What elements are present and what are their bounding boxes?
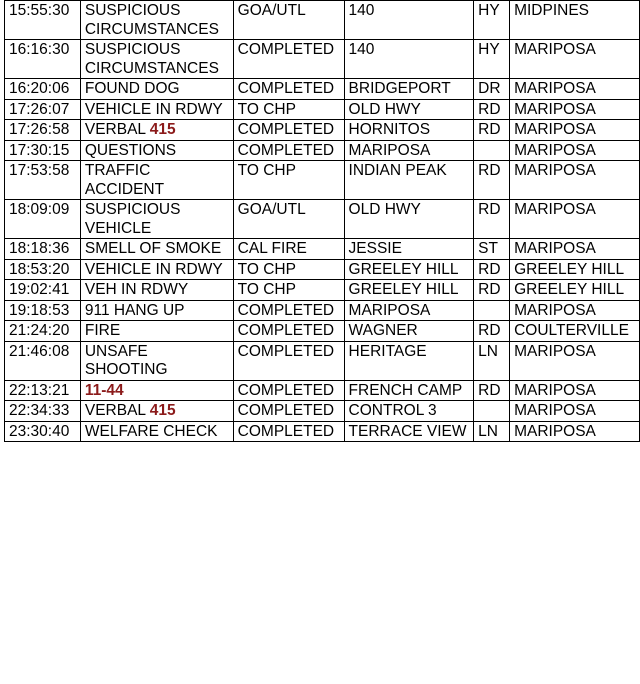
call-type-text: TRAFFIC ACCIDENT <box>84 162 165 198</box>
time-cell: 19:02:41 <box>5 280 81 301</box>
street-cell: OLD HWY <box>344 99 474 120</box>
city-cell: MARIPOSA <box>510 421 640 442</box>
call-type-cell <box>80 321 233 342</box>
call-type-text: QUESTIONS <box>84 141 177 159</box>
call-type-cell <box>80 239 233 260</box>
call-type-cell <box>80 200 233 239</box>
street-suffix-cell <box>474 300 510 321</box>
street-cell: 140 <box>344 40 474 79</box>
city-cell: MARIPOSA <box>510 401 640 422</box>
call-type-text: VERBAL <box>84 121 146 138</box>
disposition-cell: TO CHP <box>233 280 344 301</box>
street-suffix-cell: RD <box>474 280 510 301</box>
call-type-cell <box>80 280 233 301</box>
time-cell: 23:30:40 <box>5 421 81 442</box>
street-cell: HORNITOS <box>344 120 474 141</box>
street-cell: CONTROL 3 <box>344 401 474 422</box>
call-log-body <box>5 1 640 442</box>
street-suffix-cell: RD <box>474 120 510 141</box>
city-cell: COULTERVILLE <box>510 321 640 342</box>
disposition-cell: COMPLETED <box>233 421 344 442</box>
street-cell: TERRACE VIEW <box>344 421 474 442</box>
street-cell: JESSIE <box>344 239 474 260</box>
call-type-cell <box>80 421 233 442</box>
disposition-cell: TO CHP <box>233 99 344 120</box>
table-row <box>5 140 640 161</box>
disposition-cell: COMPLETED <box>233 321 344 342</box>
time-cell: 18:53:20 <box>5 259 81 280</box>
disposition-cell: TO CHP <box>233 259 344 280</box>
table-row <box>5 421 640 442</box>
time-cell: 22:34:33 <box>5 401 81 422</box>
disposition-cell: COMPLETED <box>233 401 344 422</box>
street-suffix-cell: RD <box>474 99 510 120</box>
call-type-text: VEHICLE IN RDWY <box>84 260 223 278</box>
street-suffix-cell: LN <box>474 421 510 442</box>
disposition-cell: COMPLETED <box>233 140 344 161</box>
street-suffix-cell: RD <box>474 321 510 342</box>
city-cell: MARIPOSA <box>510 40 640 79</box>
street-cell: MARIPOSA <box>344 300 474 321</box>
street-cell: OLD HWY <box>344 200 474 239</box>
city-cell: MIDPINES <box>510 1 640 40</box>
call-type-cell <box>80 300 233 321</box>
call-code-highlight: 11-44 <box>84 381 124 399</box>
street-suffix-cell: RD <box>474 259 510 280</box>
call-type-text: FIRE <box>84 322 121 339</box>
time-cell: 18:09:09 <box>5 200 81 239</box>
street-suffix-cell: RD <box>474 200 510 239</box>
call-type-cell <box>80 1 233 40</box>
city-cell: MARIPOSA <box>510 300 640 321</box>
city-cell: MARIPOSA <box>510 341 640 380</box>
time-cell: 19:18:53 <box>5 300 81 321</box>
call-type-text: SUSPICIOUS CIRCUMSTANCES <box>84 41 219 77</box>
time-cell: 16:16:30 <box>5 40 81 79</box>
time-cell: 16:20:06 <box>5 79 81 100</box>
city-cell: MARIPOSA <box>510 380 640 401</box>
city-cell: GREELEY HILL <box>510 259 640 280</box>
table-row <box>5 79 640 100</box>
call-type-cell <box>80 120 233 141</box>
street-cell: INDIAN PEAK <box>344 161 474 200</box>
city-cell: MARIPOSA <box>510 200 640 239</box>
street-cell: FRENCH CAMP <box>344 380 474 401</box>
disposition-cell: GOA/UTL <box>233 1 344 40</box>
call-type-text: SUSPICIOUS CIRCUMSTANCES <box>84 2 219 38</box>
table-row <box>5 99 640 120</box>
call-log-table <box>4 0 640 442</box>
time-cell: 17:26:58 <box>5 120 81 141</box>
call-type-cell <box>80 161 233 200</box>
disposition-cell: CAL FIRE <box>233 239 344 260</box>
street-suffix-cell: HY <box>474 40 510 79</box>
street-suffix-cell: HY <box>474 1 510 40</box>
city-cell: MARIPOSA <box>510 161 640 200</box>
time-cell: 15:55:30 <box>5 1 81 40</box>
time-cell: 21:46:08 <box>5 341 81 380</box>
table-row <box>5 401 640 422</box>
call-type-cell <box>80 140 233 161</box>
disposition-cell: COMPLETED <box>233 380 344 401</box>
table-row <box>5 1 640 40</box>
call-code-highlight: 415 <box>149 402 176 419</box>
city-cell: MARIPOSA <box>510 99 640 120</box>
table-row <box>5 300 640 321</box>
street-cell: BRIDGEPORT <box>344 79 474 100</box>
call-type-cell <box>80 79 233 100</box>
street-suffix-cell: ST <box>474 239 510 260</box>
street-suffix-cell: RD <box>474 161 510 200</box>
call-type-cell <box>80 259 233 280</box>
call-type-text: SMELL OF SMOKE <box>84 240 222 257</box>
street-cell: 140 <box>344 1 474 40</box>
table-row <box>5 200 640 239</box>
call-type-text: VEHICLE IN RDWY <box>84 100 223 118</box>
street-suffix-cell <box>474 401 510 422</box>
disposition-cell: COMPLETED <box>233 79 344 100</box>
disposition-cell: COMPLETED <box>233 40 344 79</box>
street-cell: GREELEY HILL <box>344 259 474 280</box>
call-type-text: 911 HANG UP <box>84 301 185 319</box>
time-cell: 22:13:21 <box>5 380 81 401</box>
table-row <box>5 341 640 380</box>
city-cell: GREELEY HILL <box>510 280 640 301</box>
street-suffix-cell <box>474 140 510 161</box>
call-type-cell <box>80 40 233 79</box>
street-cell: GREELEY HILL <box>344 280 474 301</box>
street-suffix-cell: LN <box>474 341 510 380</box>
disposition-cell: COMPLETED <box>233 341 344 380</box>
city-cell: MARIPOSA <box>510 79 640 100</box>
disposition-cell: COMPLETED <box>233 120 344 141</box>
call-type-text: VEH IN RDWY <box>84 281 189 298</box>
call-type-text: FOUND DOG <box>84 80 180 97</box>
table-row <box>5 280 640 301</box>
call-type-text: UNSAFE SHOOTING <box>84 342 168 378</box>
table-row <box>5 161 640 200</box>
city-cell: MARIPOSA <box>510 120 640 141</box>
call-code-highlight: 415 <box>149 121 176 138</box>
street-suffix-cell: DR <box>474 79 510 100</box>
call-type-cell <box>80 380 233 401</box>
street-suffix-cell: RD <box>474 380 510 401</box>
call-type-text: VERBAL <box>84 402 146 419</box>
call-type-text: SUSPICIOUS VEHICLE <box>84 201 181 237</box>
disposition-cell: COMPLETED <box>233 300 344 321</box>
table-row <box>5 259 640 280</box>
time-cell: 18:18:36 <box>5 239 81 260</box>
call-type-cell <box>80 341 233 380</box>
street-cell: HERITAGE <box>344 341 474 380</box>
table-row <box>5 239 640 260</box>
call-type-text: WELFARE CHECK <box>84 422 218 440</box>
time-cell: 17:30:15 <box>5 140 81 161</box>
disposition-cell: TO CHP <box>233 161 344 200</box>
call-type-cell <box>80 99 233 120</box>
table-row <box>5 40 640 79</box>
call-type-cell <box>80 401 233 422</box>
disposition-cell: GOA/UTL <box>233 200 344 239</box>
street-cell: MARIPOSA <box>344 140 474 161</box>
table-row <box>5 380 640 401</box>
city-cell: MARIPOSA <box>510 239 640 260</box>
city-cell: MARIPOSA <box>510 140 640 161</box>
time-cell: 21:24:20 <box>5 321 81 342</box>
street-cell: WAGNER <box>344 321 474 342</box>
time-cell: 17:53:58 <box>5 161 81 200</box>
table-row <box>5 120 640 141</box>
table-row <box>5 321 640 342</box>
time-cell: 17:26:07 <box>5 99 81 120</box>
